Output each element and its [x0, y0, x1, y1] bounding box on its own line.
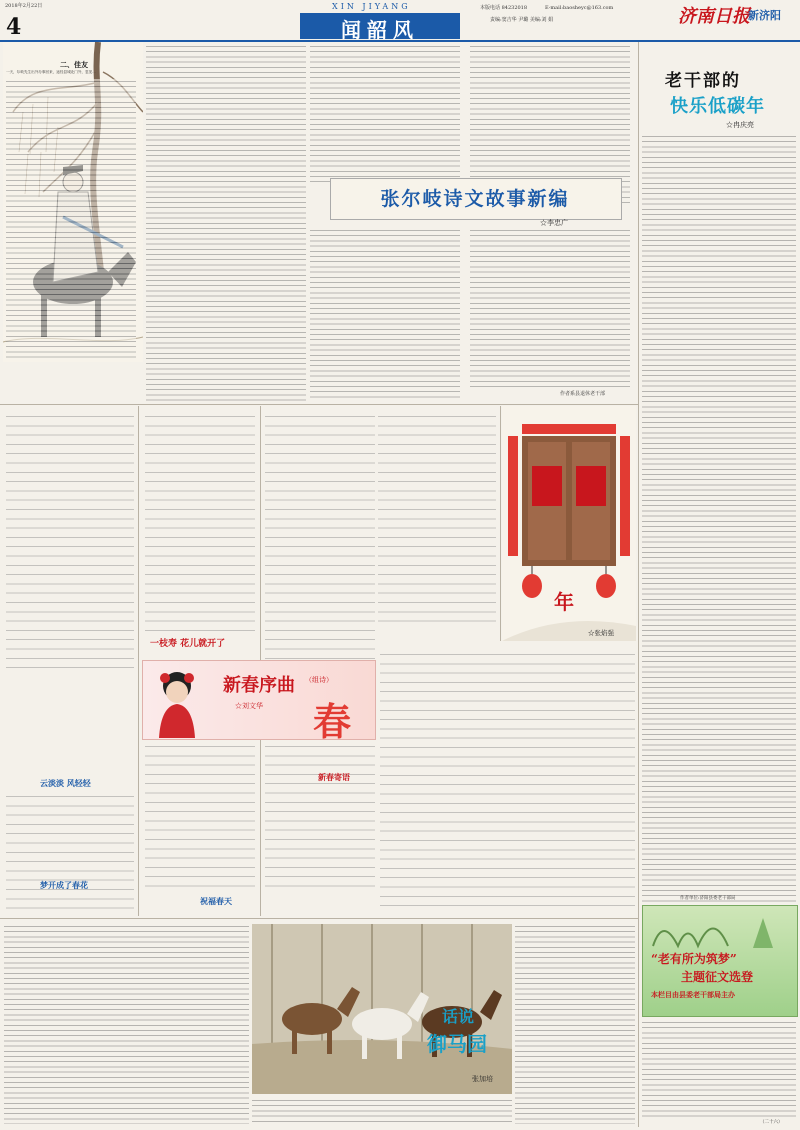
right-title-2: 快乐低碳年	[670, 96, 765, 117]
banner-sub: （组诗）	[305, 676, 333, 684]
poem-section-4: 祝福春天	[200, 896, 232, 906]
poem-col-d	[378, 412, 496, 622]
ad-sponsor: 本栏目由县委老干部局主办	[651, 990, 735, 999]
banner-author: ☆刘文华	[235, 702, 263, 710]
nian-artwork	[502, 406, 636, 641]
story-excerpt: 一天，尔岐先生出外办事回来，途经县城北门外，忽见...	[6, 70, 96, 74]
poem-section-2: 梦开成了春花	[40, 880, 88, 890]
poem-col-divider-1	[138, 406, 139, 916]
newspaper-logo: 济南日报	[678, 6, 750, 27]
poem-section-3: 新春寄语	[318, 772, 350, 782]
contact-phone: 本版电话 84232018	[480, 5, 528, 11]
bottom-rule	[0, 918, 638, 919]
story-author: ☆李忠广	[540, 219, 568, 227]
contact-email: E-mail:baosheyc@163.com	[545, 5, 614, 11]
ad-line-2: 主题征文选登	[681, 970, 754, 984]
city-label: 新济阳	[748, 9, 781, 22]
banner-char: 春	[313, 699, 352, 744]
right-col-divider	[638, 42, 639, 1127]
horse-photo	[252, 924, 512, 1094]
poem-col-divider-3	[500, 406, 501, 641]
filler-lines	[6, 79, 136, 359]
story-title: 张尔岐诗文故事新编	[380, 188, 570, 210]
story-col-2	[146, 44, 306, 404]
poem-col-e	[6, 792, 134, 912]
poem-col-g	[265, 742, 375, 892]
horse-text-bottom	[252, 1098, 512, 1124]
column-pinyin: XIN JIYANG	[332, 2, 411, 11]
poem-col-c	[265, 412, 375, 662]
poem-col-f	[145, 742, 255, 892]
poem-col-h	[380, 650, 635, 910]
page-number: 4	[6, 14, 22, 40]
editor-line: 责编:窦吉华 尹璐 美编:刘 娟	[490, 17, 554, 23]
column-title: 闻韶风	[341, 18, 419, 42]
nian-author: ☆张焰强	[588, 629, 614, 637]
nian-char: 年	[554, 590, 574, 614]
poem-col-b	[145, 412, 255, 632]
poem-section-1: 云淡淡 风轻轻	[40, 778, 91, 788]
right-end-author: 作者单位:济阳县委老干部局	[680, 896, 736, 901]
spring-banner	[142, 660, 376, 744]
story-col-3	[310, 44, 460, 184]
horse-text-left	[4, 924, 249, 1124]
horse-author: 张加培	[472, 1075, 493, 1083]
banner-title: 新春序曲	[223, 675, 295, 696]
story-col-1	[6, 70, 136, 370]
poem-sub-heading: 一枝寿 花儿就开了	[150, 639, 226, 649]
story-col-5	[310, 228, 460, 398]
story-sub-heading: 二、佳友	[60, 60, 88, 69]
ad-line-1: “老有所为筑梦”	[651, 952, 737, 966]
horse-title-1: 话说	[442, 1007, 475, 1026]
story-rule	[0, 404, 638, 405]
right-author: ☆冉庆亮	[726, 121, 754, 129]
horse-title-2: 御马园	[427, 1032, 487, 1056]
header	[0, 0, 800, 40]
horse-text-right	[515, 924, 635, 1124]
essay-ad	[642, 905, 798, 1017]
right-body-upper	[642, 134, 796, 904]
right-end-mark: （二十六）	[760, 1120, 783, 1125]
right-title-1: 老干部的	[665, 71, 741, 91]
right-body-lower	[642, 1020, 796, 1120]
poem-col-a	[6, 412, 134, 672]
story-col-6	[470, 228, 630, 388]
issue-date: 2018年2月22日	[5, 3, 43, 9]
story-byline-end: 作者系县退休老干部	[560, 391, 606, 397]
